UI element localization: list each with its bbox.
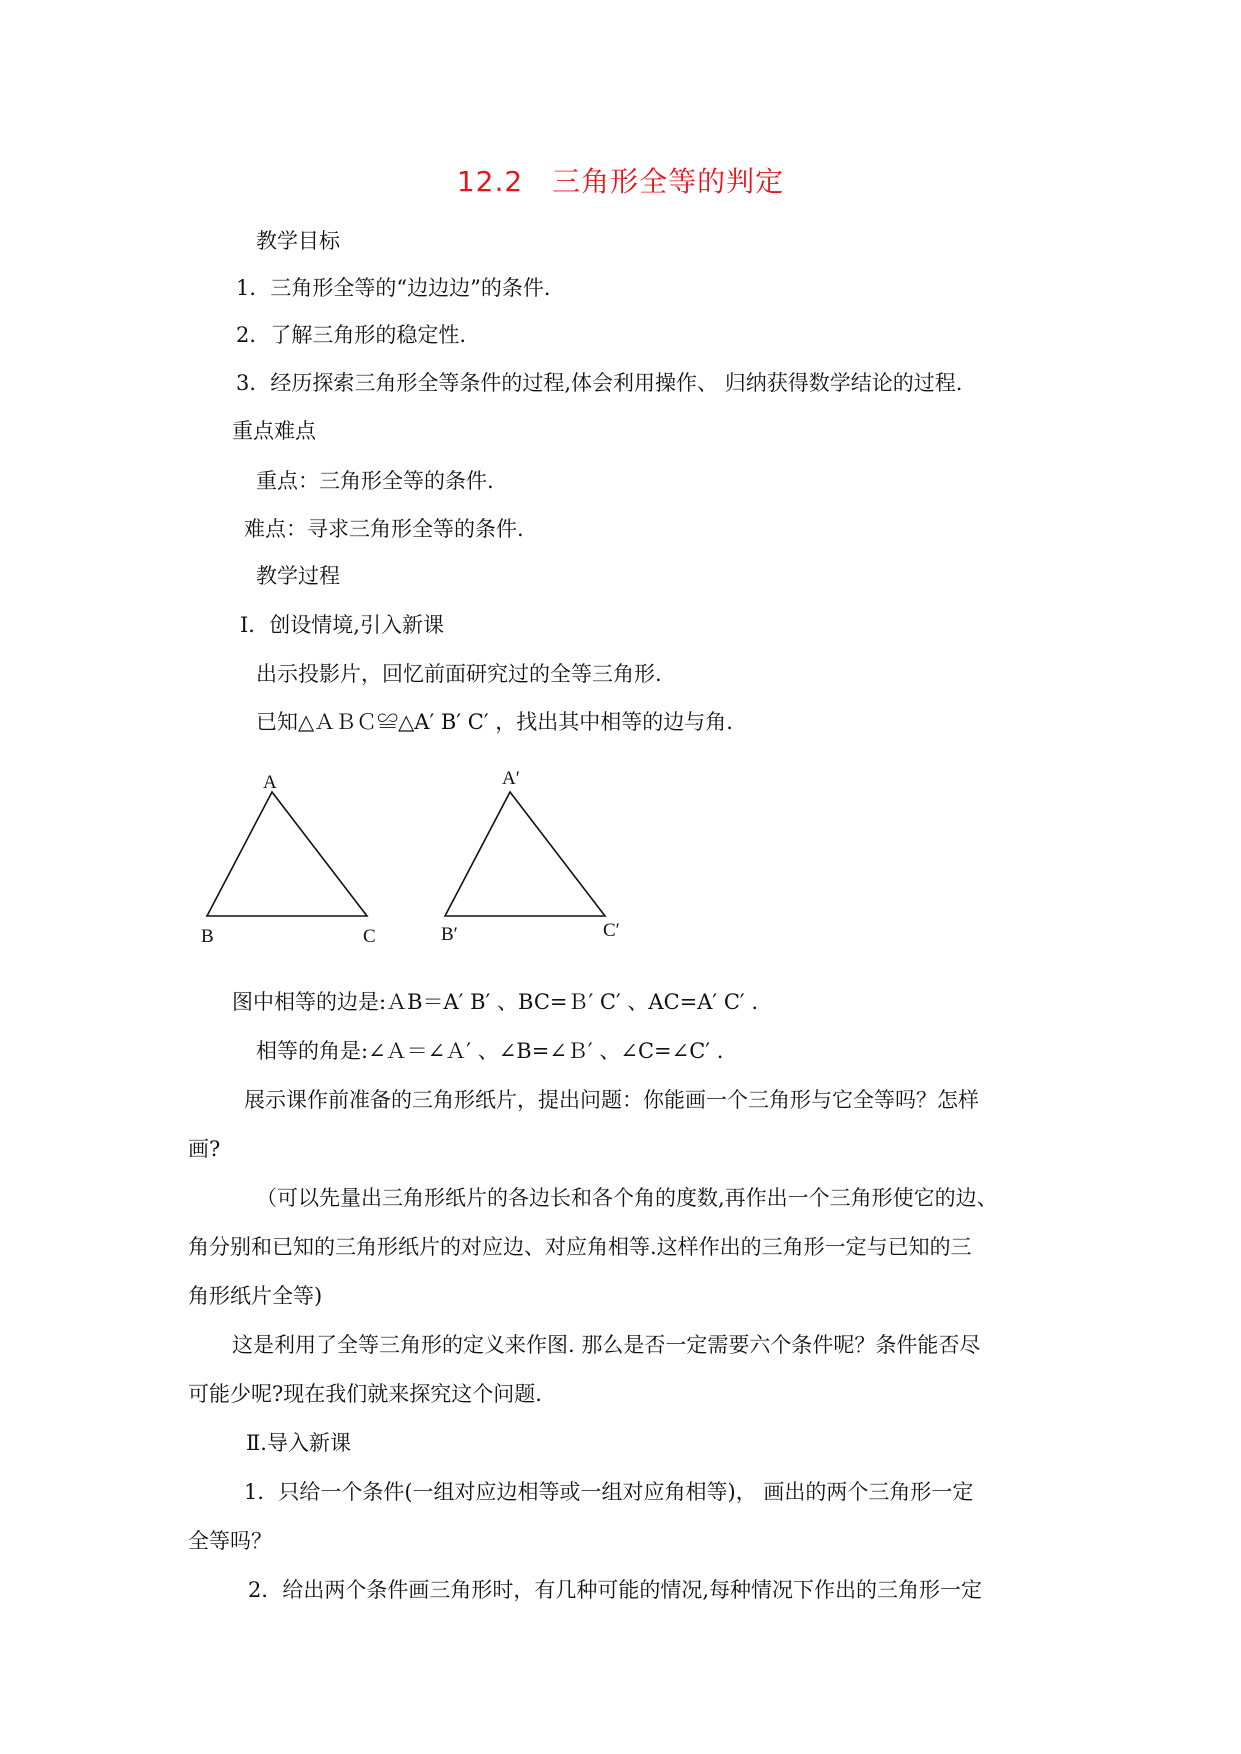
paragraph-method: （可以先量出三角形纸片的各边长和各个角的度数,再作出一个三角形使它的边、 (256, 1186, 998, 1210)
paragraph-show-slide: 出示投影片，回忆前面研究过的全等三角形. (256, 662, 662, 686)
triangle-abc (207, 792, 367, 916)
question-1: 1．只给一个条件(一组对应边相等或一组对应角相等)， 画出的两个三角形一定 (244, 1480, 974, 1504)
objective-1: 1．三角形全等的“边边边”的条件. (236, 276, 551, 300)
key-point: 重点：三角形全等的条件. (256, 469, 494, 493)
paragraph-method-cont-2: 角形纸片全等) (188, 1284, 323, 1308)
paragraph-definition: 这是利用了全等三角形的定义来作图. 那么是否一定需要六个条件呢？条件能否尽 (232, 1333, 981, 1357)
paragraph-paper-triangle: 展示课作前准备的三角形纸片，提出问题：你能画一个三角形与它全等吗？怎样 (244, 1088, 979, 1112)
paragraph-method-cont-1: 角分别和已知的三角形纸片的对应边、对应角相等.这样作出的三角形一定与已知的三 (188, 1235, 972, 1259)
vertex-label-a: A (263, 772, 277, 793)
vertex-label-c: C (363, 926, 376, 947)
equal-sides-statement: 图中相等的边是:ＡB＝A′ B′ 、BC=Ｂ′ C′ 、AC=A′ C′ . (232, 990, 759, 1014)
objective-3: 3．经历探索三角形全等条件的过程,体会利用操作、 归纳获得数学结论的过程. (236, 371, 963, 395)
paragraph-paper-triangle-cont: 画? (188, 1137, 221, 1161)
paragraph-definition-cont: 可能少呢?现在我们就来探究这个问题. (188, 1382, 542, 1406)
congruent-triangles-figure (195, 770, 655, 970)
objective-2: 2．了解三角形的稳定性. (236, 323, 467, 347)
section-heading-key-points: 重点难点 (232, 419, 316, 443)
subsection-heading-2: Ⅱ.导入新课 (246, 1431, 351, 1455)
vertex-label-b: B (201, 926, 214, 947)
vertex-label-b-prime: B′ (441, 924, 458, 945)
question-2: 2．给出两个条件画三角形时，有几种可能的情况,每种情况下作出的三角形一定 (248, 1578, 983, 1602)
subsection-heading-1: Ⅰ．创设情境,引入新课 (240, 613, 444, 637)
section-heading-objectives: 教学目标 (256, 229, 340, 253)
triangle-a-prime-b-prime-c-prime (445, 792, 605, 916)
vertex-label-a-prime: A′ (502, 770, 520, 789)
section-heading-process: 教学过程 (256, 564, 340, 588)
page-title: 12.2 三角形全等的判定 (456, 165, 785, 198)
vertex-label-c-prime: C′ (603, 920, 620, 941)
paragraph-given: 已知△ＡＢＣ≌△A′ B′ C′ ，找出其中相等的边与角. (256, 710, 733, 734)
equal-angles-statement: 相等的角是:∠Ａ＝∠Ａ′ 、∠B=∠Ｂ′ 、∠C=∠C′ . (256, 1039, 724, 1063)
difficult-point: 难点：寻求三角形全等的条件. (244, 517, 524, 541)
question-1-cont: 全等吗？ (188, 1529, 272, 1553)
